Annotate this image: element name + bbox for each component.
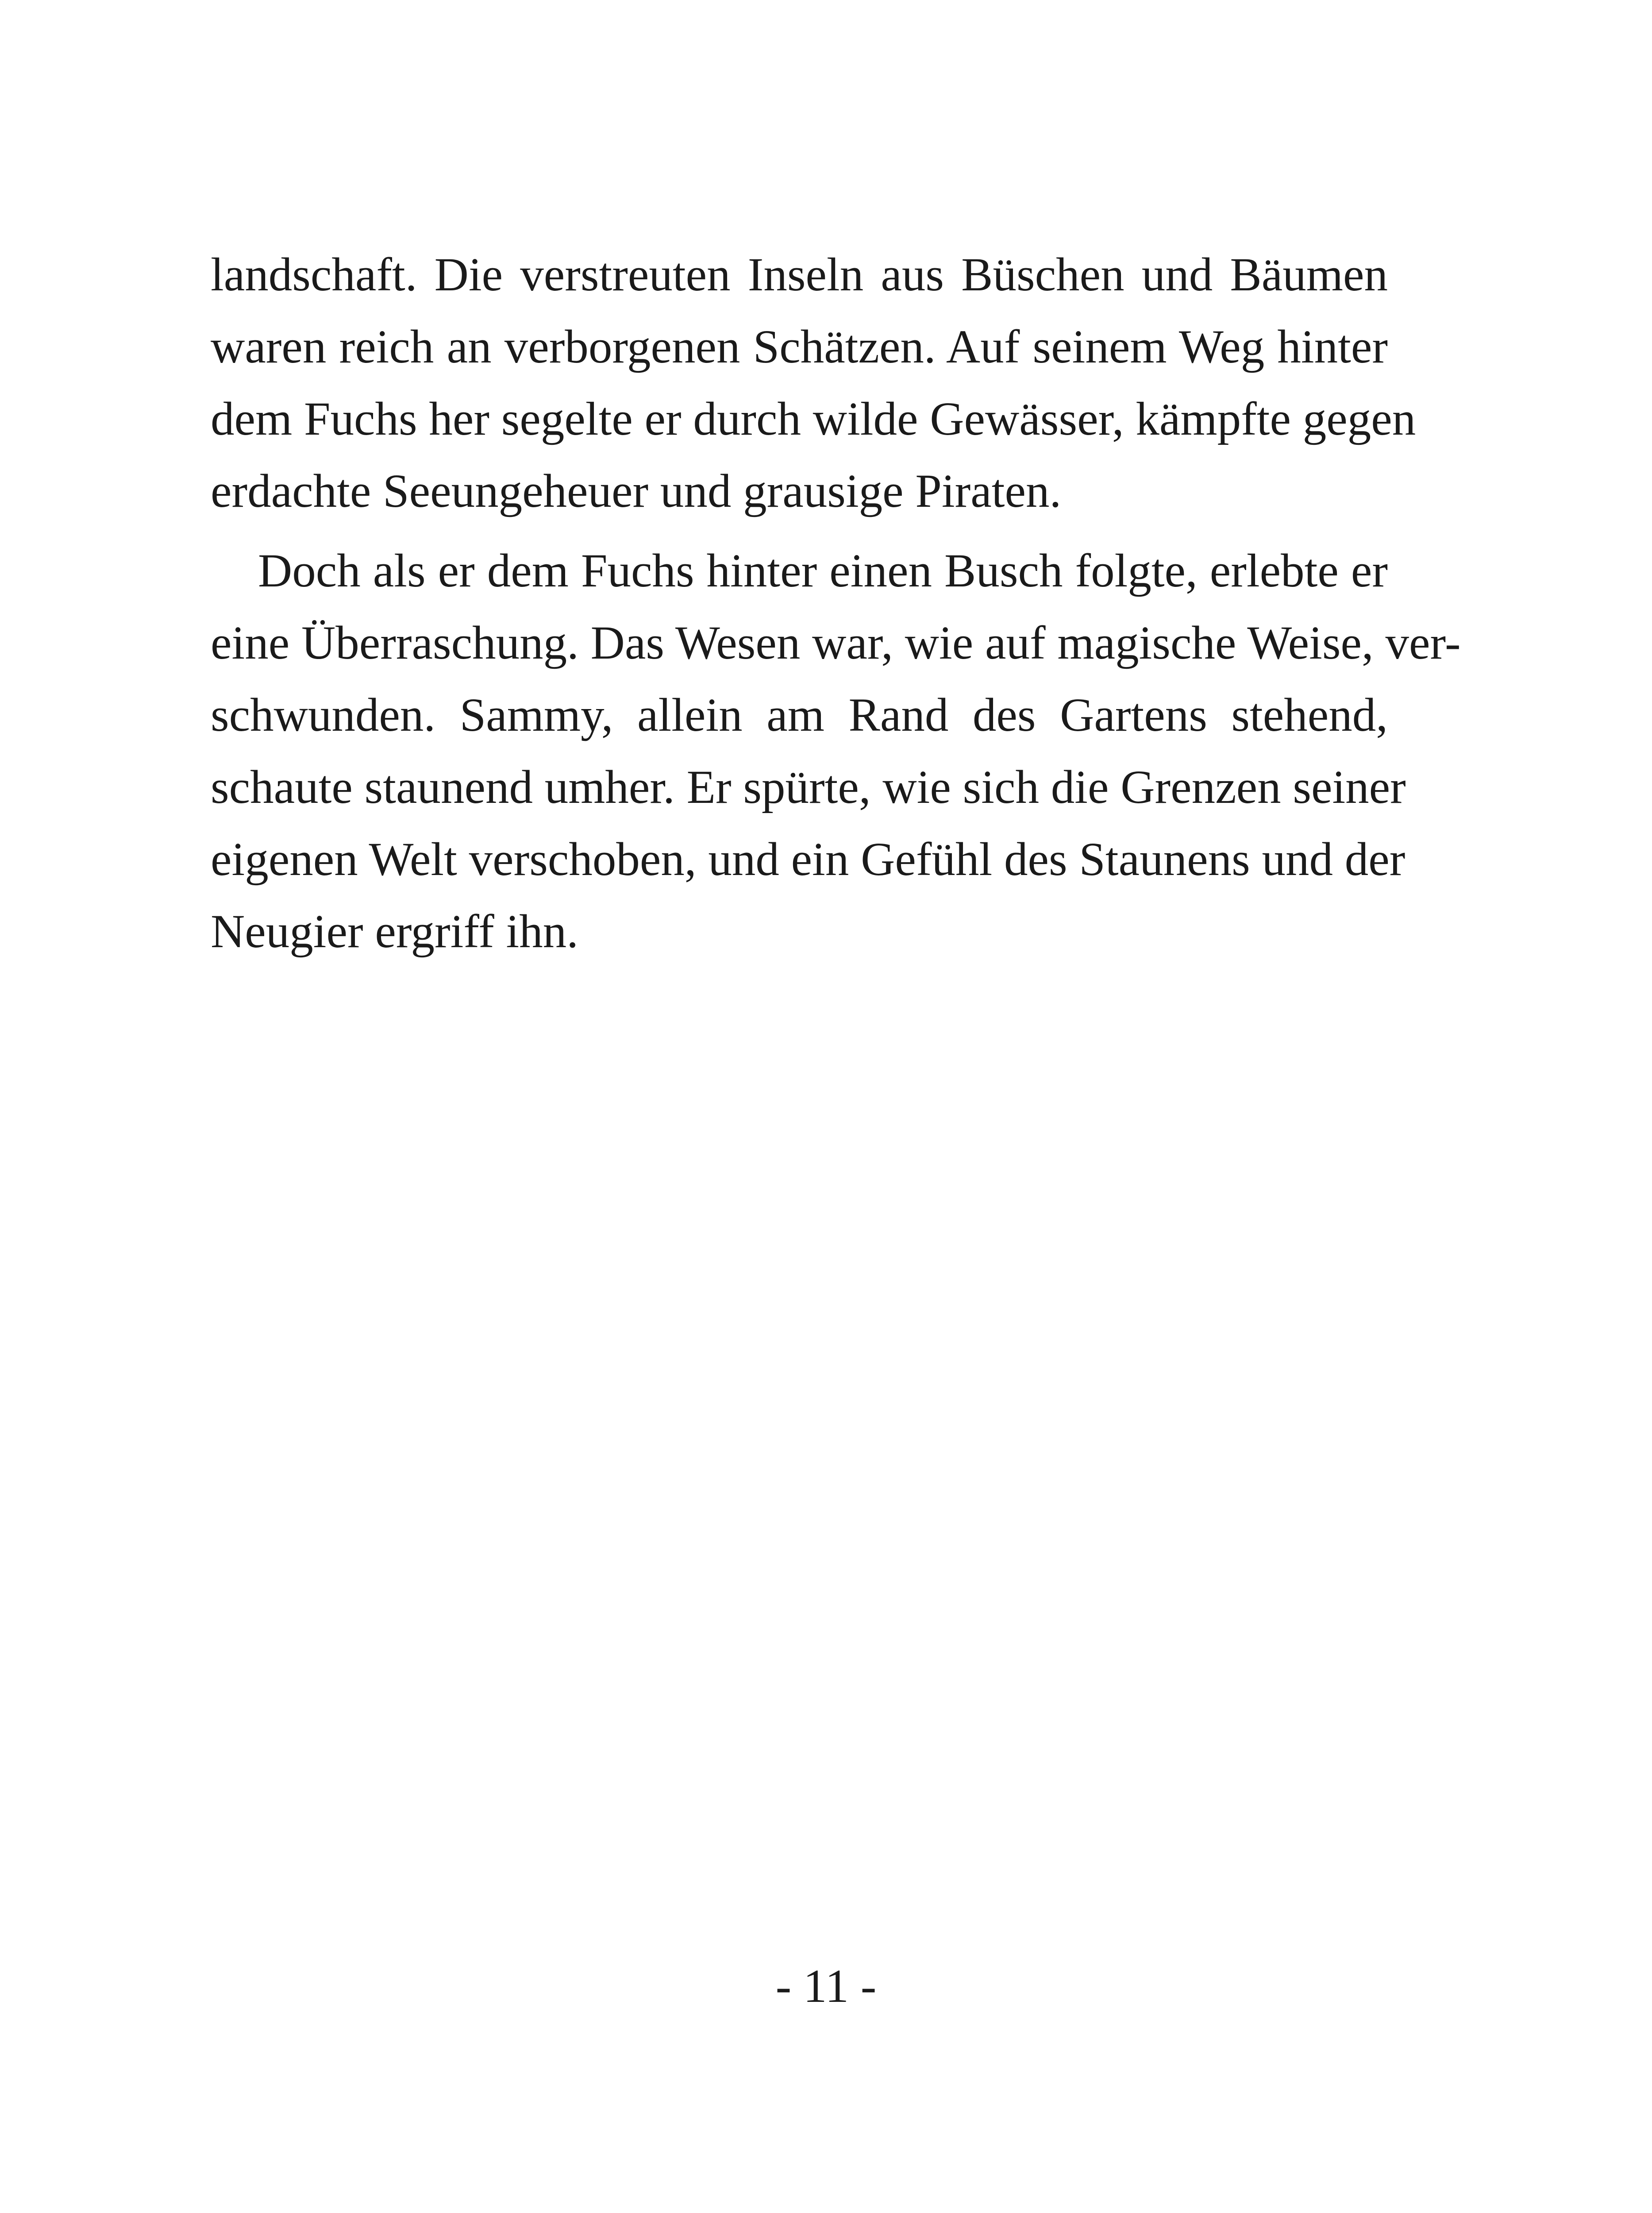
paragraph-1	[211, 239, 1416, 528]
page-number: - 11 -	[775, 1960, 877, 2013]
text-line: dem Fuchs her segelte er durch wilde Gewässer, kämpfte gegen	[211, 393, 1416, 445]
text-line: eine Überraschung. Das Wesen war, wie auf magische Weise, ver-	[211, 617, 1461, 669]
text-line: eigenen Welt verschoben, und ein Gefühl des Staunens und der	[211, 833, 1406, 886]
paragraph-2	[211, 535, 1461, 968]
body-text	[211, 239, 1461, 975]
text-line: waren reich an verborgenen Schätzen. Auf seinem Weg hinter	[211, 321, 1388, 373]
text-line: schwunden. Sammy, allein am Rand des Gartens stehend,	[211, 689, 1388, 741]
text-line: Doch als er dem Fuchs hinter einen Busch folgte, erlebte er	[258, 545, 1388, 597]
text-line: Neugier ergriff ihn.	[211, 906, 578, 958]
text-line: erdachte Seeungeheuer und grausige Piraten.	[211, 465, 1062, 517]
text-line: landschaft. Die verstreuten Inseln aus Büschen und Bäumen	[211, 249, 1388, 301]
text-line: schaute staunend umher. Er spürte, wie sich die Grenzen seiner	[211, 761, 1406, 813]
